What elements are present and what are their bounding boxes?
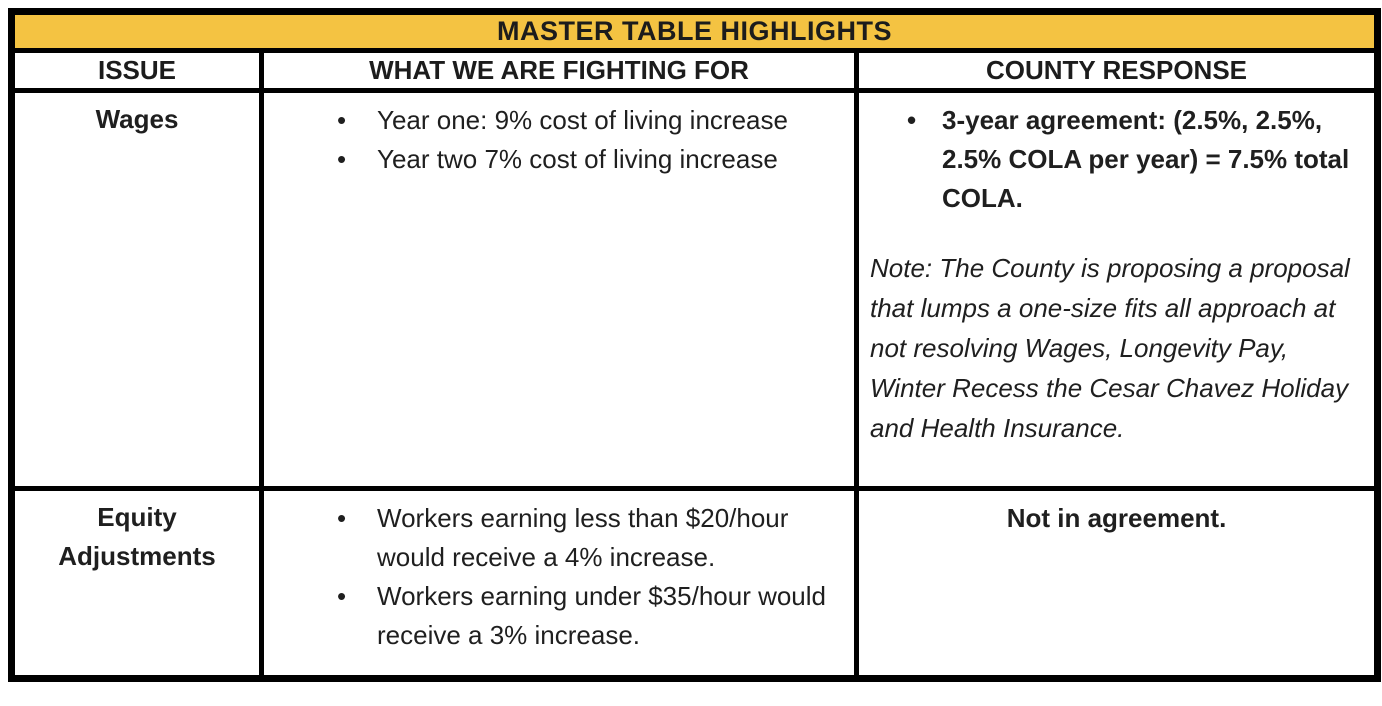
county-response-cell-equity xyxy=(857,489,1378,679)
issue-cell-equity-adjustments: Equity Adjustments xyxy=(12,489,262,679)
bullet-item: • Year one: 9% cost of living increase xyxy=(335,101,847,140)
bullet-item: • Year two 7% cost of living increase xyxy=(335,140,847,179)
county-response-bullet-list xyxy=(860,101,1373,218)
column-header-issue: ISSUE xyxy=(12,51,262,91)
master-table xyxy=(8,8,1381,682)
county-response-text: Not in agreement. xyxy=(1006,503,1227,533)
bullet-item: • 3-year agreement: (2.5%, 2.5%, 2.5% COLA per year) = 7.5% total COLA. xyxy=(907,101,1365,218)
table-title: MASTER TABLE HIGHLIGHTS xyxy=(12,12,1378,51)
table-row-equity-adjustments xyxy=(12,489,1378,679)
fighting-for-bullet-list xyxy=(265,101,853,179)
issue-cell-wages: Wages xyxy=(12,91,262,489)
county-response-cell-wages xyxy=(857,91,1378,489)
column-header-county-response: COUNTY RESPONSE xyxy=(857,51,1378,91)
table-row-wages xyxy=(12,91,1378,489)
county-response-note: Note: The County is proposing a proposal that lumps a one-size fits all approach at not resolving Wages, Longevity Pay, Winter Recess the Cesar Chavez Holiday and Health Insurance. xyxy=(870,253,1350,443)
fighting-for-cell-wages xyxy=(262,91,857,489)
fighting-for-cell-equity xyxy=(262,489,857,679)
table-title-row xyxy=(12,12,1378,51)
fighting-for-bullet-list xyxy=(265,499,853,655)
column-header-fighting-for: WHAT WE ARE FIGHTING FOR xyxy=(262,51,857,91)
column-header-row xyxy=(12,51,1378,91)
bullet-item: • Workers earning less than $20/hour would receive a 4% increase. xyxy=(335,499,847,577)
bullet-item: • Workers earning under $35/hour would receive a 3% increase. xyxy=(335,577,847,655)
